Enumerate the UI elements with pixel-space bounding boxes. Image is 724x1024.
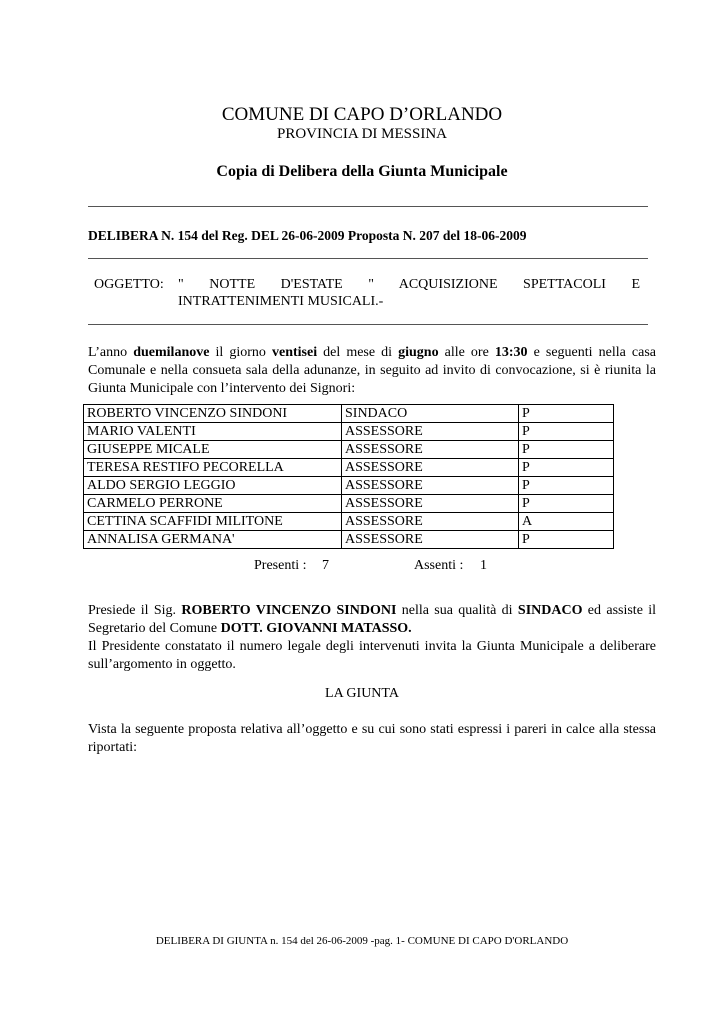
member-name: CARMELO PERRONE	[84, 495, 342, 513]
intro-text: L’anno	[88, 345, 134, 360]
table-row	[84, 405, 614, 423]
assenti-label: Assenti :	[414, 558, 464, 573]
divider-2	[88, 258, 648, 259]
la-giunta-heading: LA GIUNTA	[325, 686, 399, 701]
oggetto-text-line-2: INTRATTENIMENTI MUSICALI.-	[178, 294, 384, 309]
intro-month: giugno	[398, 345, 439, 360]
member-name: GIUSEPPE MICALE	[84, 441, 342, 459]
member-name: TERESA RESTIFO PECORELLA	[84, 459, 342, 477]
page-footer: DELIBERA DI GIUNTA n. 154 del 26-06-2009 -pag. 1- COMUNE DI CAPO D'ORLANDO	[155, 935, 569, 947]
intro-year: duemilanove	[133, 345, 210, 360]
intro-paragraph	[88, 344, 656, 398]
table-row	[84, 441, 614, 459]
member-name: ROBERTO VINCENZO SINDONI	[84, 405, 342, 423]
province-subtitle: PROVINCIA DI MESSINA	[276, 126, 448, 142]
member-role: ASSESSORE	[342, 459, 519, 477]
member-status: P	[519, 405, 614, 423]
divider-3	[88, 324, 648, 325]
intro-text: e seguenti nella casa Comunale e nella consueta sala della adunanze, in seguito ad invito di convocazione, si è riunita la Giunta Municipale con l’intervento dei Signori:	[88, 345, 656, 396]
presides-text: Presiede il Sig.	[88, 603, 182, 618]
presenti-label: Presenti :	[254, 558, 307, 573]
member-role: ASSESSORE	[342, 441, 519, 459]
assenti-count: 1	[480, 558, 487, 573]
member-role: ASSESSORE	[342, 531, 519, 549]
presides-role: SINDACO	[517, 603, 583, 618]
member-status: P	[519, 495, 614, 513]
member-role: ASSESSORE	[342, 423, 519, 441]
member-status: P	[519, 477, 614, 495]
member-name: ALDO SERGIO LEGGIO	[84, 477, 342, 495]
intro-text: del mese di	[317, 345, 399, 360]
intro-day: ventisei	[271, 345, 318, 360]
vista-paragraph: Vista la seguente proposta relativa all’oggetto e su cui sono stati espressi i pareri in calce alla stessa riportati:	[88, 722, 656, 755]
member-status: P	[519, 531, 614, 549]
table-row	[84, 459, 614, 477]
table-row	[84, 423, 614, 441]
member-status: A	[519, 513, 614, 531]
table-row	[84, 495, 614, 513]
member-role: ASSESSORE	[342, 513, 519, 531]
member-status: P	[519, 441, 614, 459]
presides-paragraph	[88, 602, 656, 638]
member-name: MARIO VALENTI	[84, 423, 342, 441]
member-status: P	[519, 423, 614, 441]
member-role: ASSESSORE	[342, 495, 519, 513]
member-role: ASSESSORE	[342, 477, 519, 495]
member-name: ANNALISA GERMANA'	[84, 531, 342, 549]
page-title: COMUNE DI CAPO D’ORLANDO	[221, 104, 503, 125]
intro-text: alle ore	[438, 345, 495, 360]
table-row	[84, 477, 614, 495]
presenti-count: 7	[322, 558, 329, 573]
member-role: SINDACO	[342, 405, 519, 423]
table-row	[84, 531, 614, 549]
table-row	[84, 513, 614, 531]
members-table	[83, 404, 614, 549]
presides-name: ROBERTO VINCENZO SINDONI	[181, 603, 397, 618]
member-status: P	[519, 459, 614, 477]
intro-time: 13:30	[494, 345, 528, 360]
presidente-paragraph: Il Presidente constatato il numero legale degli intervenuti invita la Giunta Municipale a deliberare sull’argomento in oggetto.	[88, 639, 656, 672]
delibera-reference: DELIBERA N. 154 del Reg. DEL 26-06-2009 Proposta N. 207 del 18-06-2009	[88, 228, 527, 243]
oggetto-text-line-1: " NOTTE D'ESTATE " ACQUISIZIONE SPETTACOLI E	[178, 277, 640, 292]
intro-text: il giorno	[209, 345, 272, 360]
presides-text: nella sua qualità di	[396, 603, 518, 618]
document-type-heading: Copia di Delibera della Giunta Municipale	[216, 163, 508, 180]
presides-text: ed assiste il Segretario del Comune	[88, 603, 657, 636]
oggetto-label: OGGETTO:	[94, 277, 164, 292]
secretary-name: DOTT. GIOVANNI MATASSO.	[220, 621, 412, 636]
member-name: CETTINA SCAFFIDI MILITONE	[84, 513, 342, 531]
divider-1	[88, 206, 648, 207]
